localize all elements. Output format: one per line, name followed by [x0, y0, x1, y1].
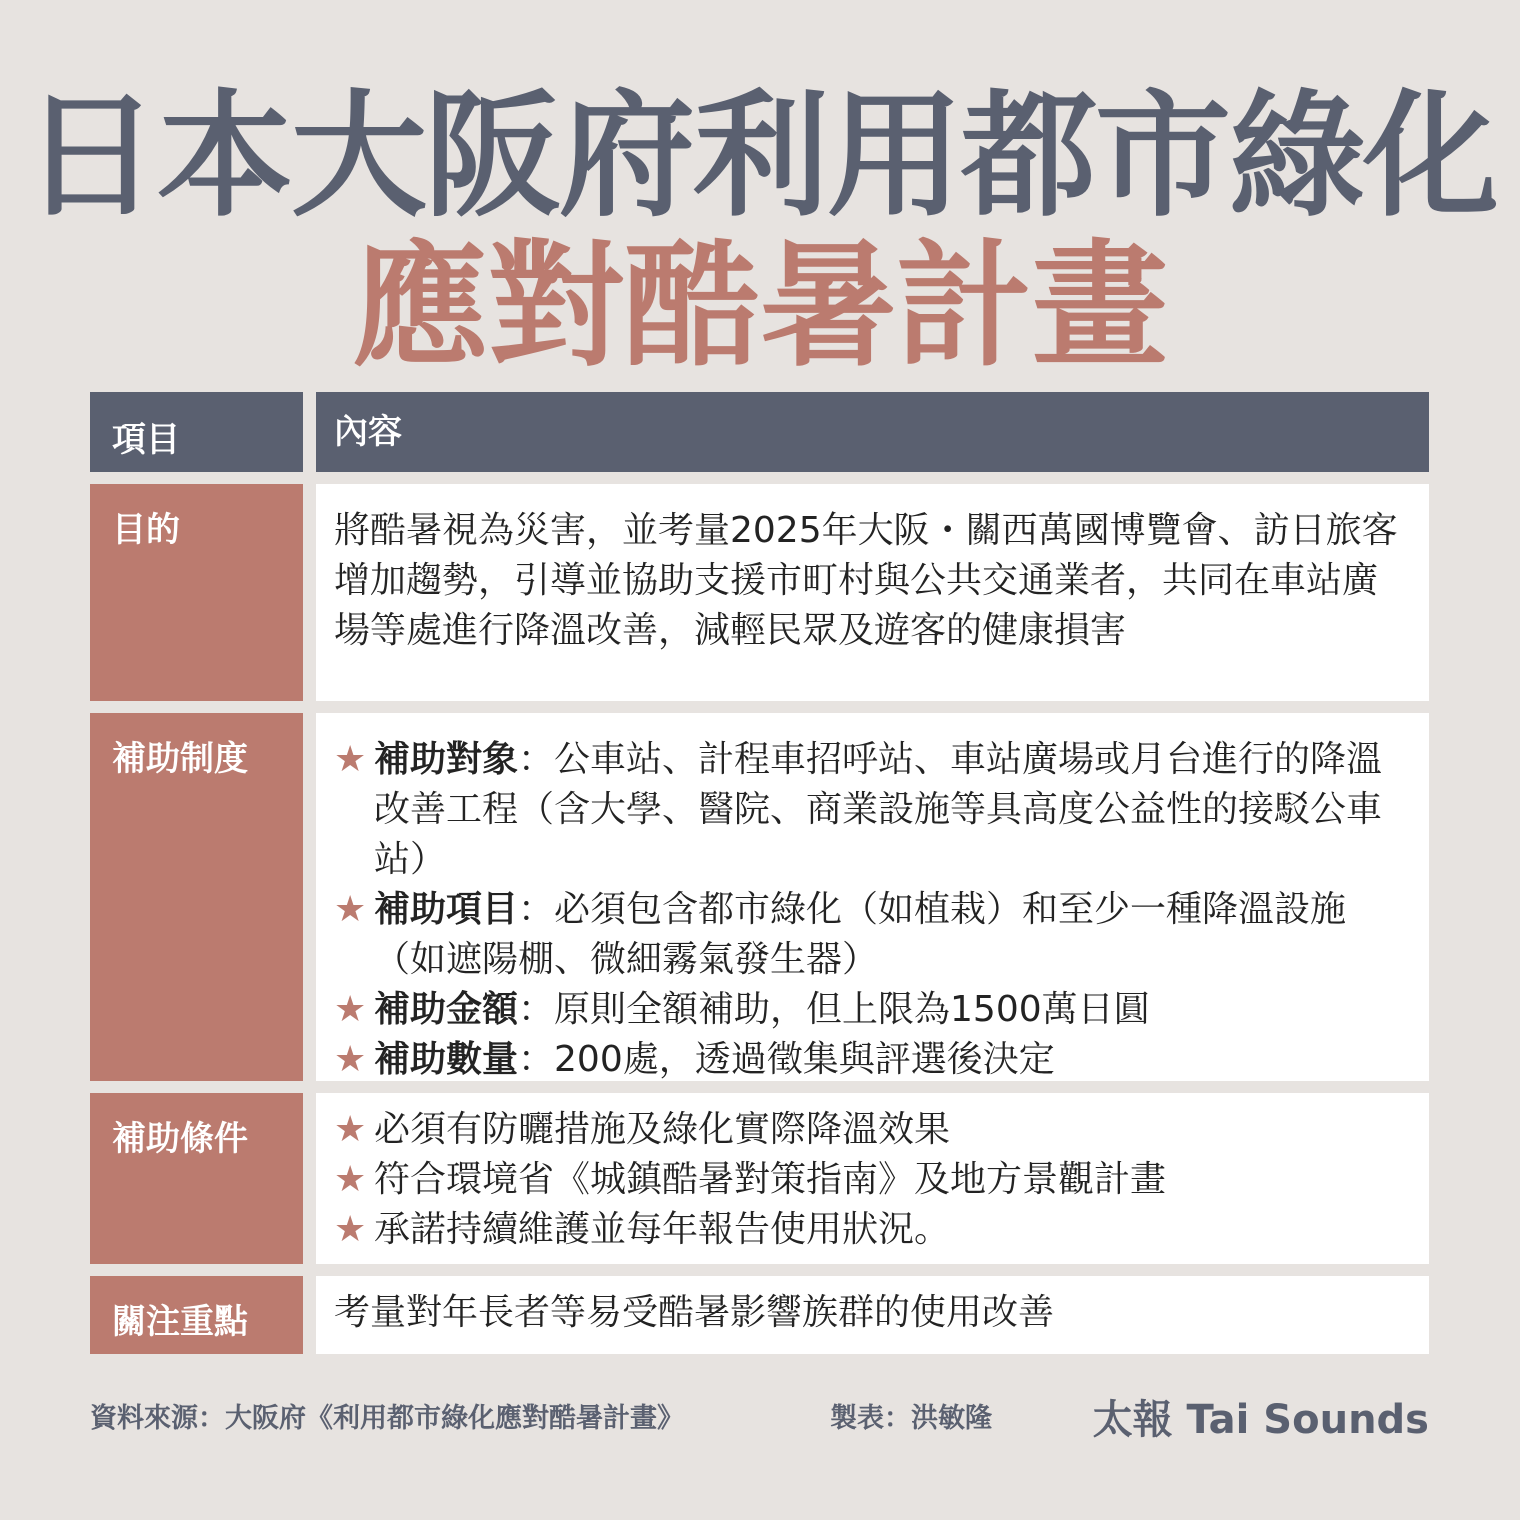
- row-label-focus: 關注重點: [90, 1276, 303, 1354]
- row-label-subsidy-conditions: 補助條件: [90, 1093, 303, 1264]
- info-table: [90, 392, 1429, 1366]
- title-line-2: 應對酷暑計畫: [352, 228, 1168, 386]
- bullet-key: 補助對象: [374, 739, 519, 780]
- row-label-subsidy-system: 補助制度: [90, 713, 303, 1081]
- table-row-subsidy-system: [90, 713, 1429, 1081]
- row-content-subsidy-system: [316, 713, 1429, 1081]
- bullet-text: 必須有防曬措施及綠化實際降溫效果: [374, 1109, 951, 1150]
- row-content-subsidy-conditions: [316, 1093, 1429, 1264]
- row-content-purpose: 將酷暑視為災害，並考量2025年大阪・關西萬國博覽會、訪日旅客增加趨勢，引導並協助支援市町村與公共交通業者，共同在車站廣場等處進行降溫改善，減輕民眾及遊客的健康損害: [316, 484, 1429, 701]
- star-icon: ★: [334, 889, 367, 930]
- bullet-text: ：公車站、計程車招呼站、車站廣場或月台進行的降溫改善工程（含大學、醫院、商業設施等具高度公益性的接駁公車站）: [374, 739, 1383, 880]
- list-item: [334, 735, 1411, 885]
- source-credit: 資料來源：大阪府《利用都市綠化應對酷暑計畫》: [90, 1403, 684, 1434]
- bullet-key: 補助金額: [374, 989, 519, 1030]
- list-item: [334, 1105, 1411, 1155]
- bullet-text: ：原則全額補助，但上限為1500萬日圓: [518, 989, 1150, 1030]
- star-icon: ★: [334, 1209, 367, 1250]
- title-line-1: 日本大阪府利用都市綠化: [23, 78, 1497, 236]
- bullet-key: 補助項目: [374, 889, 519, 930]
- bullet-key: 補助數量: [374, 1039, 519, 1080]
- header-item: 項目: [90, 392, 303, 472]
- star-icon: ★: [334, 989, 367, 1030]
- star-icon: ★: [334, 1109, 367, 1150]
- row-label-purpose: 目的: [90, 484, 303, 701]
- list-item: [334, 885, 1411, 985]
- bullet-text: ：200處，透過徵集與評選後決定: [518, 1039, 1055, 1080]
- list-item: [334, 1035, 1411, 1085]
- table-row-focus: [90, 1276, 1429, 1354]
- table-row-purpose: [90, 484, 1429, 701]
- brand-logo: 太報 Tai Sounds: [1092, 1397, 1429, 1443]
- star-icon: ★: [334, 739, 367, 780]
- table-header-row: [90, 392, 1429, 472]
- maker-credit: 製表：洪敏隆: [830, 1403, 992, 1434]
- bullet-text: 承諾持續維護並每年報告使用狀況。: [374, 1209, 951, 1250]
- list-item: [334, 985, 1411, 1035]
- list-item: [334, 1155, 1411, 1205]
- bullet-text: ：必須包含都市綠化（如植栽）和至少一種降溫設施（如遮陽棚、微細霧氣發生器）: [374, 889, 1347, 980]
- table-row-subsidy-conditions: [90, 1093, 1429, 1264]
- star-icon: ★: [334, 1159, 367, 1200]
- footer: [90, 1388, 1429, 1443]
- list-item: [334, 1205, 1411, 1255]
- bullet-text: 符合環境省《城鎮酷暑對策指南》及地方景觀計畫: [374, 1159, 1167, 1200]
- header-content: 內容: [316, 392, 1429, 472]
- star-icon: ★: [334, 1039, 367, 1080]
- row-content-focus: 考量對年長者等易受酷暑影響族群的使用改善: [316, 1276, 1429, 1354]
